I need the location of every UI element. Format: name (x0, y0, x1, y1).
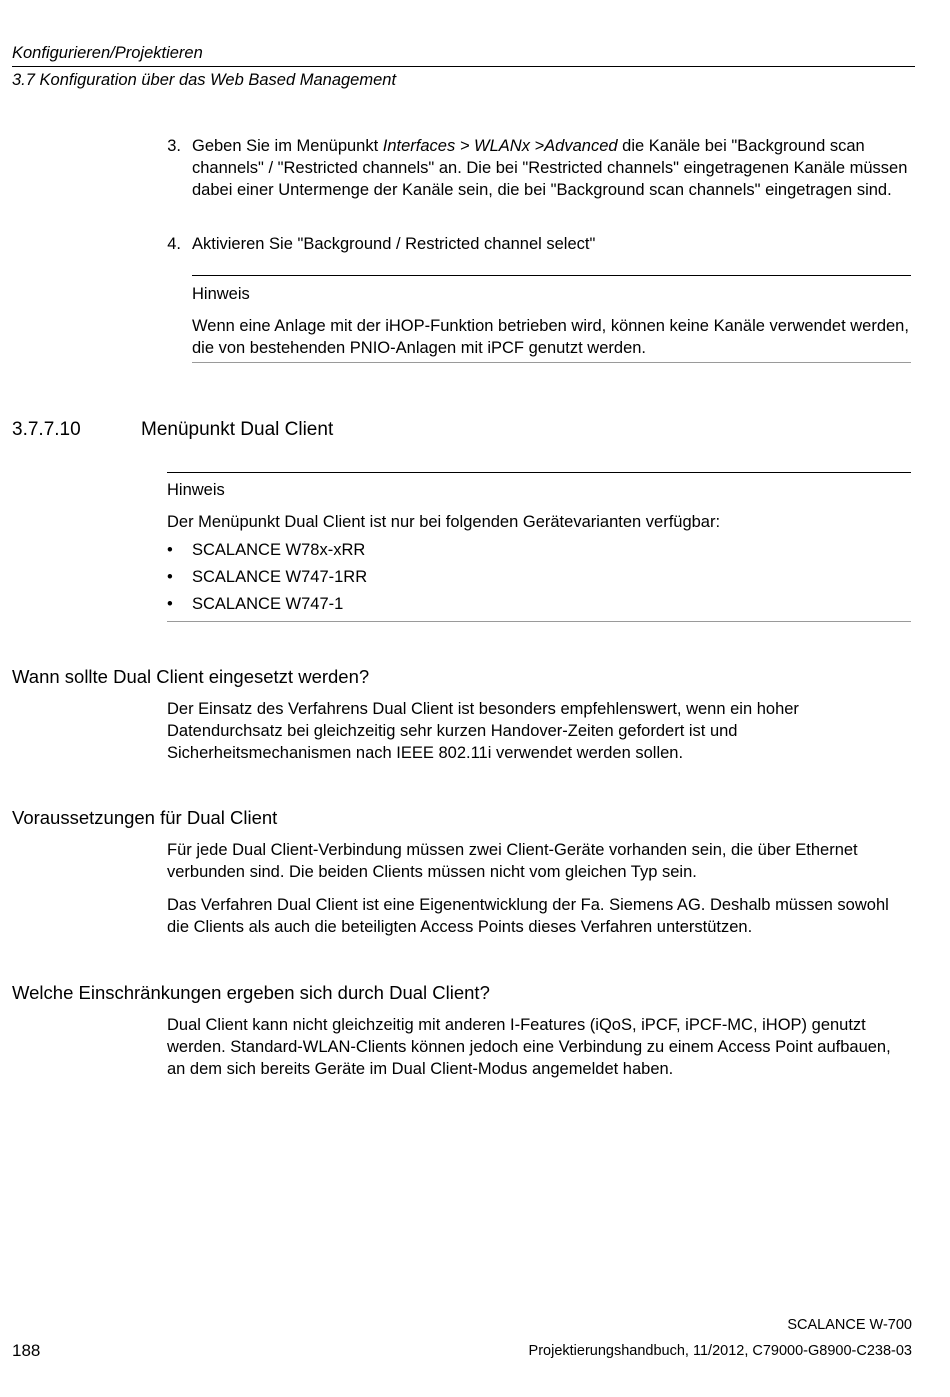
section-title: Menüpunkt Dual Client (141, 419, 334, 440)
bullet-icon: • (167, 541, 173, 559)
list-item: SCALANCE W747-1RR (192, 568, 368, 586)
note-bottom-rule (167, 621, 911, 622)
note-title: Hinweis (167, 481, 225, 499)
note-top-rule (167, 472, 911, 473)
subsection-heading: Voraussetzungen für Dual Client (12, 807, 278, 828)
footer-product: SCALANCE W-700 (787, 1317, 912, 1333)
menu-path: Interfaces > WLANx >Advanced (382, 137, 618, 155)
footer-manual: Projektierungshandbuch, 11/2012, C79000-G8900-C238-03 (528, 1343, 912, 1359)
paragraph: Dual Client kann nicht gleichzeitig mit anderen I-Features (iQoS, iPCF, iPCF-MC, iHOP) genutzt werden. Standard-WLAN-Clients können jedoch eine Verbindung zu einem Access Point aufbauen, an dem sich bereits Geräte im Dual Client-Modus angemeldet haben. (167, 1016, 891, 1078)
list-item: SCALANCE W78x-xRR (192, 541, 366, 559)
paragraph: Der Einsatz des Verfahrens Dual Client ist besonders empfehlenswert, wenn ein hoher Datendurchsatz bei gleichzeitig sehr kurzen Handover-Zeiten gefordert ist und Sicherheitsmechanismen nach IEEE 802.11i verwendet werden sollen. (167, 700, 799, 762)
step-text: Aktivieren Sie "Background / Restricted channel select" (192, 235, 596, 253)
header-rule (12, 66, 915, 67)
subsection-heading: Welche Einschränkungen ergeben sich durch Dual Client? (12, 982, 490, 1003)
note-top-rule (192, 275, 911, 276)
bullet-icon: • (167, 595, 173, 613)
note-bottom-rule (192, 362, 911, 363)
paragraph: Das Verfahren Dual Client ist eine Eigenentwicklung der Fa. Siemens AG. Deshalb müssen sowohl die Clients als auch die beteiligten Access Points dieses Verfahren unterstützen. (167, 896, 889, 936)
step-text-end: die Kanäle bei "Background scan channels" / "Restricted channels" an. Die bei "Restricted channels" eingetragenen Kanäle müssen dabei einer Untermenge der Kanäle sein, die bei "Background scan channels" eingetragen sind. (192, 137, 908, 199)
list-item: SCALANCE W747-1 (192, 595, 344, 613)
note-text: Wenn eine Anlage mit der iHOP-Funktion betrieben wird, können keine Kanäle verwendet werden, die von bestehenden PNIO-Anlagen mit iPCF genutzt werden. (192, 317, 909, 357)
step-text (192, 135, 908, 201)
note-intro: Der Menüpunkt Dual Client ist nur bei folgenden Gerätevarianten verfügbar: (167, 513, 721, 531)
subsection-heading: Wann sollte Dual Client eingesetzt werden? (12, 666, 370, 687)
paragraph: Für jede Dual Client-Verbindung müssen zwei Client-Geräte vorhanden sein, die über Ethernet verbunden sind. Die beiden Clients müssen nicht vom gleichen Typ sein. (167, 841, 858, 881)
step-number: 4. (167, 235, 181, 253)
step-text-start: Geben Sie im Menüpunkt (192, 137, 383, 155)
bullet-icon: • (167, 568, 173, 586)
section-number: 3.7.7.10 (12, 419, 81, 440)
page-number: 188 (12, 1341, 41, 1360)
header-section: 3.7 Konfiguration über das Web Based Management (12, 71, 397, 89)
note-title: Hinweis (192, 285, 250, 303)
step-number: 3. (167, 137, 181, 155)
header-chapter: Konfigurieren/Projektieren (12, 44, 203, 62)
